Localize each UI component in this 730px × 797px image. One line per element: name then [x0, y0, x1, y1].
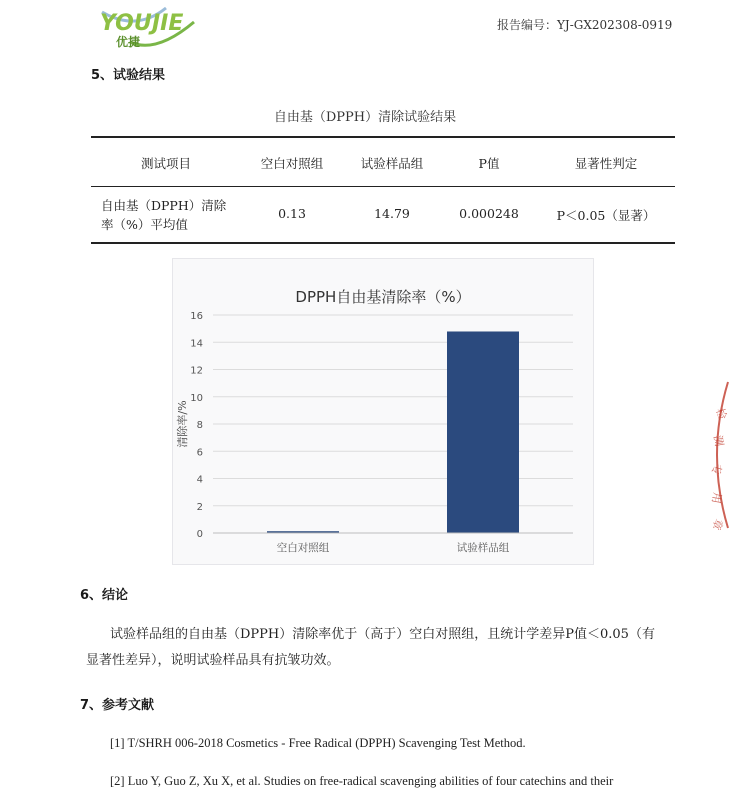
- svg-text:检: 检: [713, 406, 730, 422]
- reference-1: [1] T/SHRH 006-2018 Cosmetics - Free Radical (DPPH) Scavenging Test Method.: [110, 736, 526, 750]
- y-tick-label: 0: [196, 529, 203, 540]
- col-header-significance: 显著性判定: [574, 156, 638, 171]
- table-header-rule: [91, 186, 675, 187]
- section-5-heading: 5、试验结果: [91, 68, 166, 83]
- col-header-item: 测试项目: [140, 156, 191, 171]
- conclusion-line1: 试验样品组的自由基（DPPH）清除率优于（高于）空白对照组，且统计学差异P值＜0.05（有: [110, 627, 655, 642]
- section-7-heading: 7、参考文献: [80, 698, 155, 713]
- section-6-heading: 6、结论: [80, 588, 129, 603]
- svg-text:测: 测: [711, 434, 726, 448]
- reference-2: [2] Luo Y, Guo Z, Xu X, et al. Studies on free-radical scavenging abilities of four catechins and their: [110, 774, 614, 788]
- y-tick-label: 8: [196, 420, 203, 431]
- svg-text:优捷: 优捷: [116, 35, 141, 49]
- svg-text:JIE: JIE: [152, 11, 184, 36]
- x-category-label: 空白对照组: [276, 542, 330, 554]
- svg-text:YOU: YOU: [100, 11, 152, 36]
- chart-svg: [173, 259, 593, 564]
- svg-text:专: 专: [710, 464, 723, 475]
- results-table-title: 自由基（DPPH）清除试验结果: [273, 110, 457, 125]
- y-tick-label: 4: [196, 474, 203, 486]
- report-number: 报告编号：YJ-GX202308-0919: [497, 18, 673, 32]
- svg-text:用: 用: [709, 491, 724, 505]
- col-header-p: P值: [478, 156, 500, 171]
- table-bottom-rule: [91, 242, 675, 244]
- row-significance: P＜0.05（显著）: [556, 208, 656, 223]
- y-axis-label: 清除率/%: [176, 400, 189, 448]
- row-blank-value: 0.13: [278, 206, 306, 221]
- conclusion-line2: 显著性差异），说明试验样品具有抗皱功效。: [86, 653, 340, 668]
- company-logo: [96, 2, 200, 52]
- x-category-label: 试验样品组: [456, 542, 510, 554]
- y-tick-label: 10: [190, 392, 203, 404]
- chart-bar: [447, 331, 519, 533]
- y-tick-label: 6: [196, 447, 203, 459]
- col-header-blank: 空白对照组: [260, 156, 324, 171]
- row-sample-value: 14.79: [374, 206, 410, 221]
- table-top-rule: [91, 136, 675, 138]
- dpph-chart: [172, 258, 594, 565]
- chart-title: DPPH自由基清除率（%）: [295, 288, 471, 306]
- row-item-line1: 自由基（DPPH）清除: [101, 198, 227, 213]
- y-tick-label: 16: [190, 311, 203, 322]
- official-seal-stamp: [702, 380, 730, 530]
- col-header-sample: 试验样品组: [360, 156, 424, 171]
- row-item-cell: [91, 196, 251, 234]
- row-p-value: 0.000248: [459, 206, 519, 221]
- row-item-line2: 率（%）平均值: [101, 217, 188, 232]
- svg-text:章: 章: [709, 516, 726, 530]
- y-tick-label: 2: [196, 501, 203, 513]
- y-tick-label: 12: [190, 365, 203, 377]
- y-tick-label: 14: [190, 338, 203, 350]
